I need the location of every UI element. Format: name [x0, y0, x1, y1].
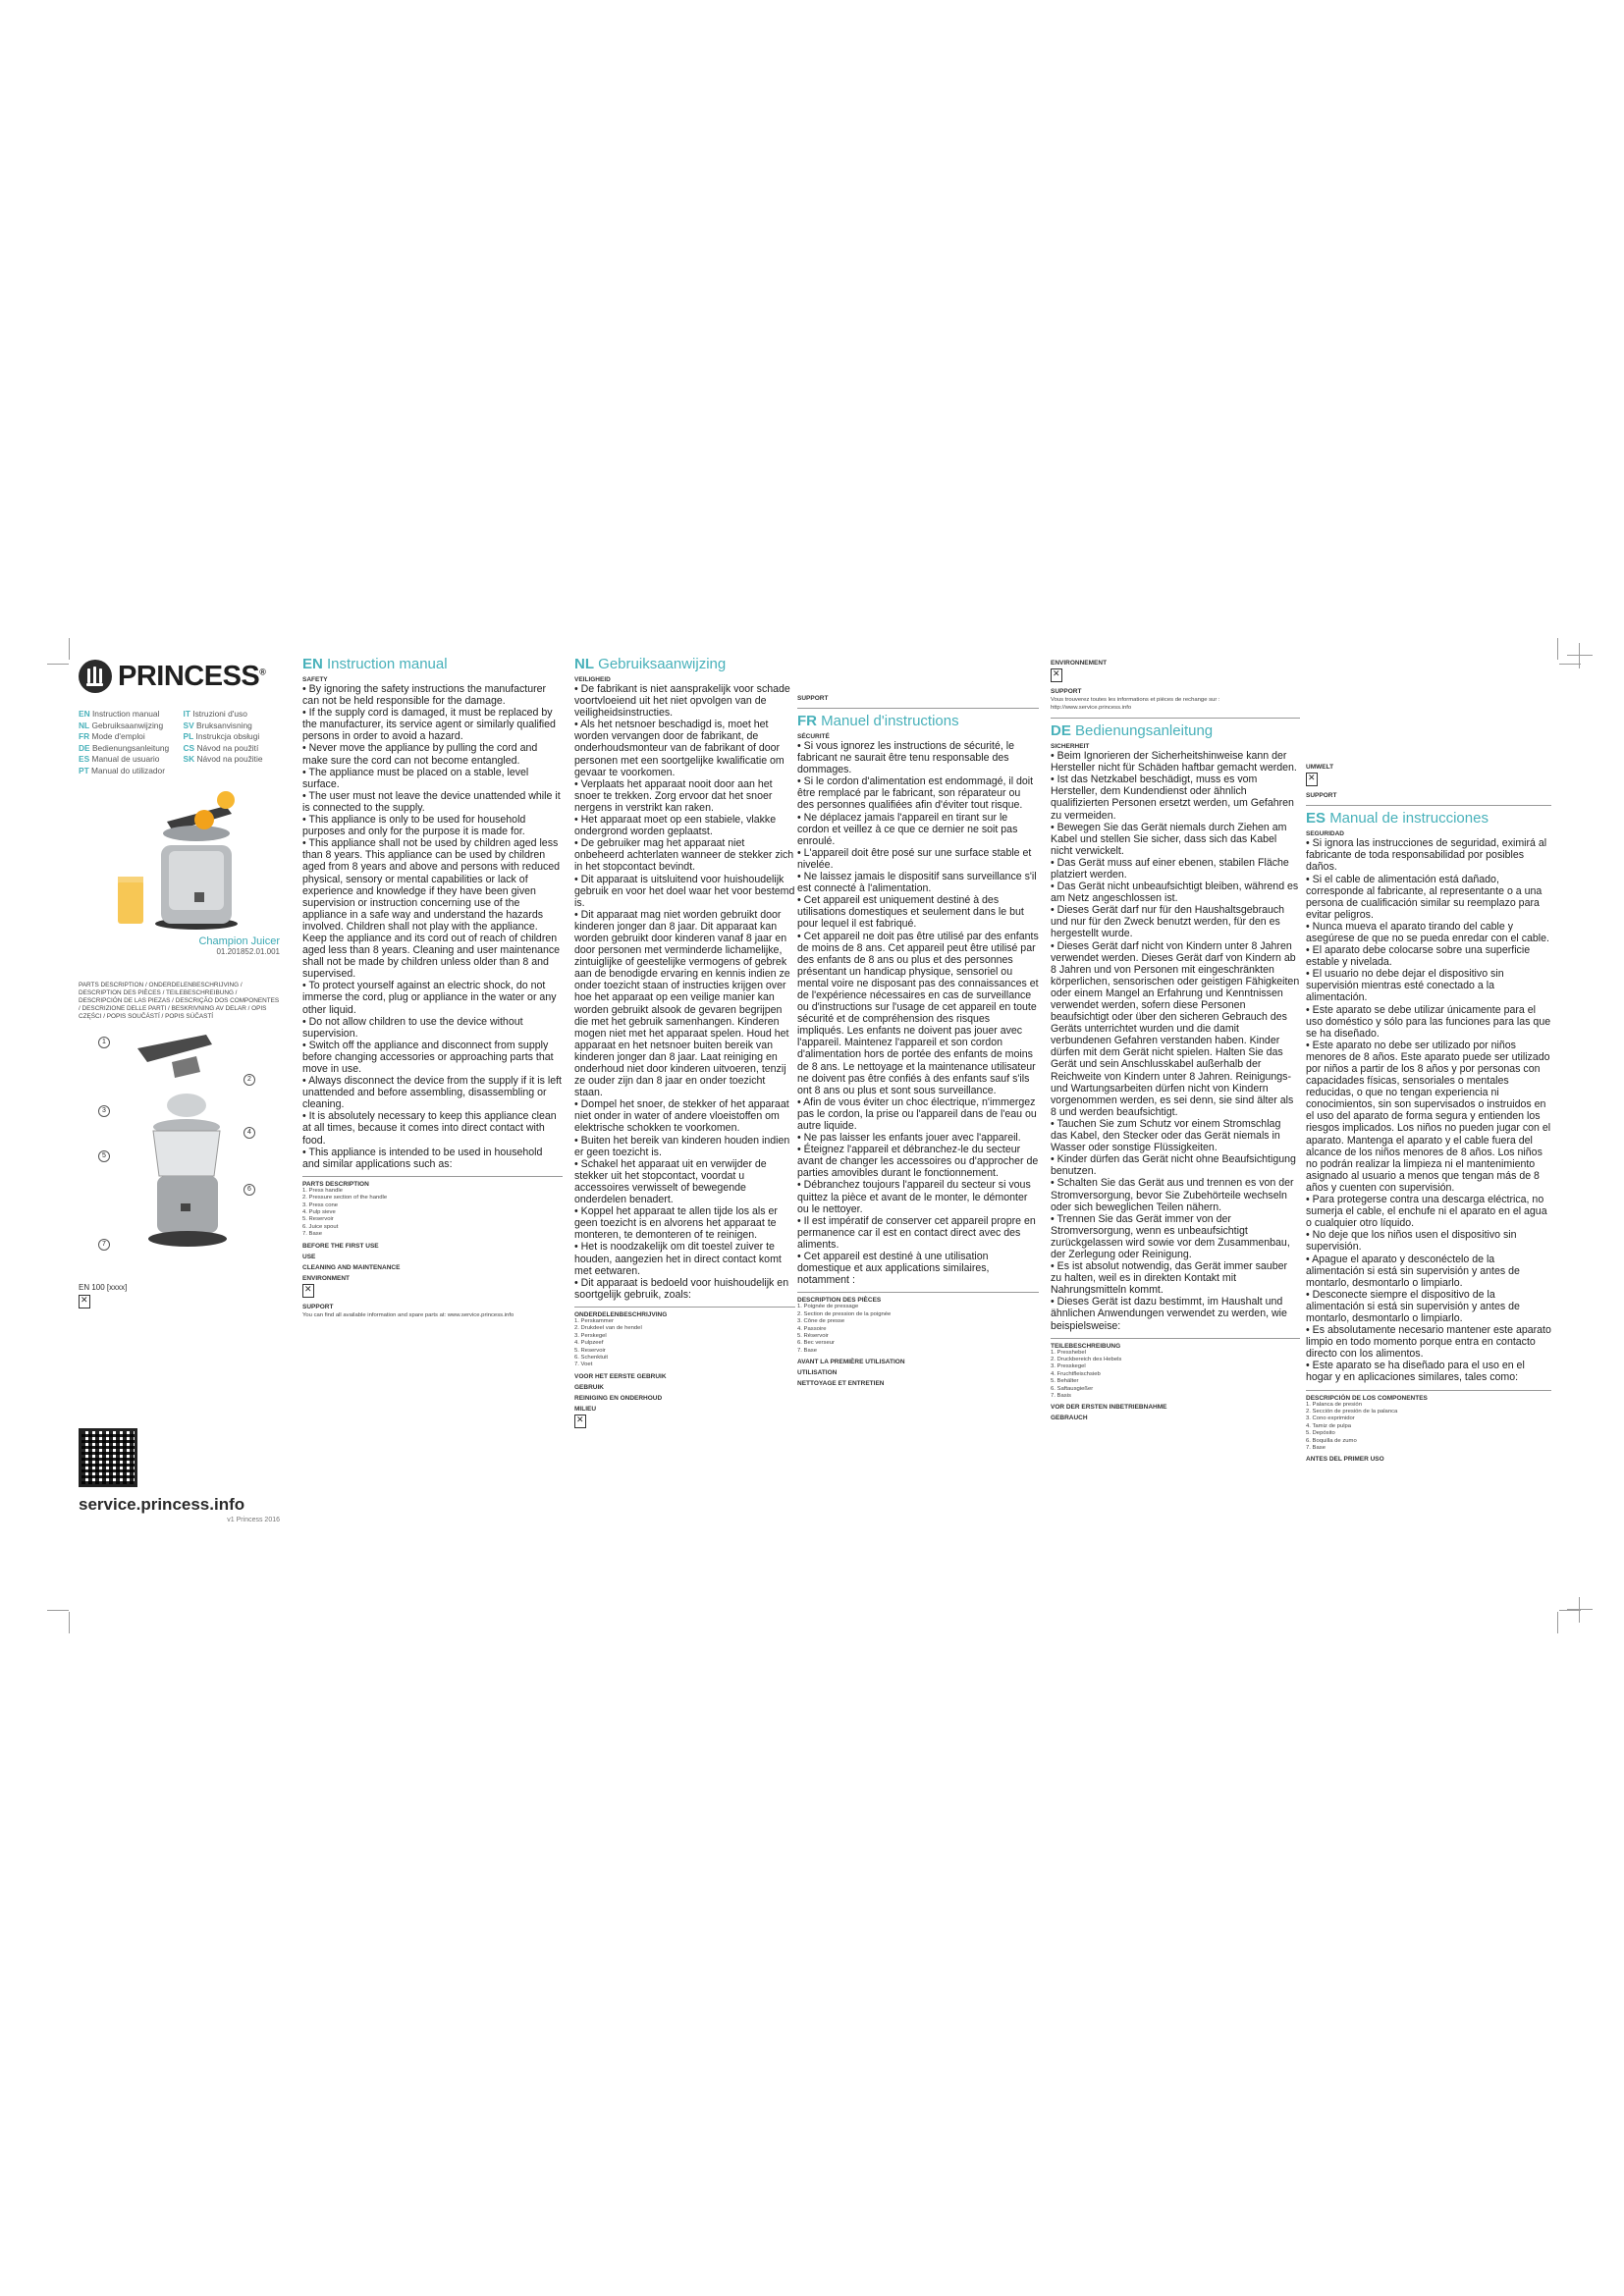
safety-bullet: • Dieses Gerät ist dazu bestimmt, im Haushalt und ähnlichen Anwendungen verwendet zu werden, wie beispielsweise:: [1051, 1296, 1287, 1332]
safety-bullet: • Si ignora las instrucciones de seguridad, eximirá al fabricante de toda responsabilidad por posibles daños.: [1306, 837, 1547, 874]
first-use-label: VOOR HET EERSTE GEBRUIK: [574, 1372, 667, 1380]
wheelie-bin-icon: [574, 1415, 586, 1428]
part-item: 4. Fruchtfleischsieb: [1051, 1370, 1101, 1377]
diagram-callout: 6: [244, 1184, 255, 1196]
safety-bullet: • Il est impératif de conserver cet appareil propre en permanence car il est en contact direct avec des aliments.: [797, 1214, 1036, 1251]
brand-name: PRINCESS®: [118, 660, 266, 692]
safety-bullet: • Desconecte siempre el dispositivo de la alimentación si está sin supervisión y antes de montarlo, desmontarlo o limpiarlo.: [1306, 1288, 1520, 1324]
product-image: [79, 786, 280, 934]
parts-description-header: PARTS DESCRIPTION / ONDERDELENBESCHRIJVING / DESCRIPTION DES PIÈCES / TEILEBESCHREIBUNG / DESCRIPCIÓN DE LAS PIEZAS / DESCRIÇÃO DOS COMPONENTES / DESCRIZIONE DELLE PARTI / BESKRIVNING AV DELAR / OPIS CZĘŚCI / POPIS SOUČÁSTÍ / POPIS SÚČASTÍ: [79, 982, 280, 1020]
barcode-label: EN 100 [xxxx] ✕: [79, 1283, 280, 1310]
safety-label: VEILIGHEID: [574, 676, 611, 683]
service-code: v1 Princess 2016: [227, 1517, 280, 1523]
use-label: USE: [302, 1253, 316, 1260]
safety-bullet: • Dit apparaat mag niet worden gebruikt door kinderen jonger dan 8 jaar. Dit apparaat kan worden gebruikt door kinderen vanaf 8 jaar en door personen met verminderde lichamelijke, zintuiglijke of geestelijke vermogens of gebrek aan de benodigde ervaring en kennis indien ze onder toezicht staan of instructies krijgen over hoe het apparaat op een veilige manier kan worden gebruikt alsook de gevaren begrijpen die met het gebruik samenhangen. Kinderen mogen niet met het apparaat spelen. Houd het apparaat en het netsnoer buiten bereik van kinderen jonger dan 8 jaar. Laat reiniging en onderhoud niet door kinderen uitvoeren, tenzij ze ouder zijn dan 8 jaar en onder toezicht staan.: [574, 908, 790, 1099]
crop-mark: [69, 638, 70, 660]
safety-bullet: • This appliance is intended to be used in household and similar applications such as:: [302, 1146, 543, 1170]
service-url: service.princess.info: [79, 1495, 245, 1514]
diagram-callout: 7: [98, 1239, 110, 1251]
safety-bullets: [1306, 837, 1551, 1383]
language-item: PL Instrukcja obsługi: [183, 731, 260, 741]
safety-bullet: • Apague el aparato y desconéctelo de la alimentación si está sin supervisión y antes de montarlo, desmontarlo o limpiarlo.: [1306, 1253, 1520, 1289]
safety-bullet: • Si vous ignorez les instructions de sécurité, le fabricant ne saurait être tenu responsable des dommages.: [797, 740, 1014, 776]
wheelie-bin-icon: [1306, 773, 1318, 786]
part-item: 3. Presskegel: [1051, 1363, 1086, 1370]
safety-bullet: • Trennen Sie das Gerät immer von der Stromversorgung, wenn es unbeaufsichtigt zurückgelassen wird sowie vor dem Zusammenbau, der Zerlegung oder Reinigung.: [1051, 1212, 1290, 1260]
parts-list: [574, 1318, 795, 1369]
part-item: 6. Bec verseur: [797, 1340, 835, 1347]
part-item: 5. Depósito: [1306, 1430, 1335, 1437]
qr-code: [79, 1428, 137, 1487]
registration-mark: [1567, 643, 1593, 668]
crop-mark: [1557, 638, 1558, 660]
safety-bullet: • The appliance must be placed on a stable, level surface.: [302, 766, 529, 790]
language-list: [79, 709, 280, 776]
part-item: 6. Schenktuit: [574, 1354, 609, 1361]
safety-bullet: • Nunca mueva el aparato tirando del cable y asegúrese de que no se pueda enredar con el cable.: [1306, 920, 1549, 944]
part-item: 3. Cône de presse: [797, 1318, 845, 1325]
part-item: 4. Pulp sieve: [302, 1209, 336, 1216]
crop-mark: [1557, 1612, 1558, 1633]
safety-bullets: [574, 683, 795, 1301]
section-title: ES Manual de instrucciones: [1306, 810, 1489, 828]
product-name: Champion Juicer: [198, 935, 280, 947]
language-item: SV Bruksanvisning: [183, 720, 252, 730]
safety-bullet: • It is absolutely necessary to keep this appliance clean at all times, because it comes into direct contact with food.: [302, 1110, 557, 1147]
part-item: 2. Sección de presión de la palanca: [1306, 1408, 1398, 1415]
part-item: 3. Cono exprimidor: [1306, 1415, 1355, 1422]
parts-label: TEILEBESCHREIBUNG: [1051, 1342, 1121, 1350]
safety-label: SICHERHEIT: [1051, 743, 1090, 751]
part-item: 1. Press handle: [302, 1187, 343, 1194]
safety-label: SAFETY: [302, 676, 328, 683]
language-item: FR Mode d'emploi: [79, 731, 145, 741]
support-text: You can find all available information and spare parts at: www.service.princess.info: [302, 1311, 514, 1318]
crown-icon: [79, 660, 112, 693]
part-item: 6. Juice spout: [302, 1223, 339, 1230]
parts-label: DESCRIPCIÓN DE LOS COMPONENTES: [1306, 1394, 1428, 1402]
parts-list: [1306, 1402, 1551, 1453]
part-item: 6. Boquilla de zumo: [1306, 1437, 1357, 1444]
safety-bullet: • Als het netsnoer beschadigd is, moet het worden vervangen door de fabrikant, de onderhoudsmonteur van de fabrikant of door personen met een soortgelijke kwalificatie om gevaar te voorkomen.: [574, 719, 785, 778]
safety-bullet: • Si el cable de alimentación está dañado, corresponde al fabricante, al representante o a una persona de cualificación similar su reemplazo para evitar peligros.: [1306, 873, 1543, 921]
safety-bullets: [797, 740, 1039, 1286]
part-item: 4. Tamiz de pulpa: [1306, 1422, 1352, 1429]
registration-mark: [1567, 1597, 1593, 1623]
safety-bullet: • Schakel het apparaat uit en verwijder de stekker uit het stopcontact, voordat u accessoires verwisselt of bewegende onderdelen benadert.: [574, 1157, 767, 1206]
safety-bullet: • Switch off the appliance and disconnect from supply before changing accessories or approaching parts that move in use.: [302, 1039, 554, 1075]
safety-bullet: • Ne laissez jamais le dispositif sans surveillance s'il est connecté à l'alimentation.: [797, 871, 1037, 895]
safety-bullet: • Éteignez l'appareil et débranchez-le du secteur avant de changer les accessoires ou d'approcher de parties amovibles durant le fonctionnement.: [797, 1144, 1039, 1180]
language-item: ES Manual de usuario: [79, 754, 160, 764]
part-item: 1. Presshebel: [1051, 1349, 1087, 1356]
support-label: SUPPORT: [1306, 792, 1337, 800]
part-item: 2. Pressure section of the handle: [302, 1195, 388, 1201]
part-item: 7. Voet: [574, 1362, 593, 1368]
use-label: GEBRUIK: [574, 1383, 604, 1391]
part-item: 4. Pulpzeef: [574, 1340, 604, 1347]
safety-bullet: • Este aparato se ha diseñado para el uso en el hogar y en aplicaciones similares, tales como:: [1306, 1360, 1525, 1384]
cover-column: [79, 656, 280, 1523]
safety-bullet: • Koppel het apparaat te allen tijde los als er geen toezicht is en alvorens het apparaat te monteren, te demonteren of te reinigen.: [574, 1205, 778, 1242]
safety-bullet: • Das Gerät nicht unbeaufsichtigt bleiben, während es am Netz angeschlossen ist.: [1051, 881, 1299, 905]
safety-bullet: • Do not allow children to use the device without supervision.: [302, 1015, 523, 1040]
safety-bullet: • This appliance is only to be used for household purposes and only for the purpose it is made for.: [302, 814, 526, 838]
language-item: CS Návod na použití: [183, 742, 259, 753]
crop-mark: [69, 1612, 70, 1633]
environment-label: MILIEU: [574, 1405, 597, 1413]
safety-bullet: • Dompel het snoer, de stekker of het apparaat niet onder in water of andere vloeistoffen om elektrische schokken te voorkomen.: [574, 1098, 789, 1135]
safety-bullets: [1051, 750, 1300, 1332]
safety-bullet: • Para protegerse contra una descarga eléctrica, no sumerja el cable, el enchufe ni el aparato en el agua o cualquier otro líquido.: [1306, 1194, 1547, 1230]
safety-bullet: • Dieses Gerät darf nur für den Haushaltsgebrauch und nur für den Zweck benutzt werden, für den es hergestellt wurde.: [1051, 904, 1285, 940]
product-code: 01.201852.01.001: [216, 947, 280, 956]
use-label: GEBRAUCH: [1051, 1415, 1088, 1422]
parts-label: PARTS DESCRIPTION: [302, 1180, 369, 1188]
use-label: UTILISATION: [797, 1369, 838, 1377]
part-item: 5. Behälter: [1051, 1378, 1079, 1385]
diagram-callout: 3: [98, 1105, 110, 1117]
language-item: SK Návod na použitie: [183, 754, 263, 764]
diagram-callout: 4: [244, 1127, 255, 1139]
parts-list: [302, 1188, 563, 1239]
parts-label: ONDERDELENBESCHRIJVING: [574, 1310, 668, 1318]
safety-bullet: • Schalten Sie das Gerät aus und trennen es von der Stromversorgung, bevor Sie Zubehörteile wechseln oder sich beweglichen Teilen nähern.: [1051, 1177, 1294, 1213]
first-use-label: BEFORE THE FIRST USE: [302, 1242, 379, 1250]
part-item: 2. Druckbereich des Hebels: [1051, 1357, 1122, 1363]
safety-bullet: • El usuario no debe dejar el dispositivo sin supervisión mientras esté conectado a la alimentación.: [1306, 968, 1504, 1004]
part-item: 5. Reservoir: [574, 1347, 606, 1354]
safety-bullet: • Este aparato no debe ser utilizado por niños menores de 8 años. Este aparato puede ser utilizado por niños a partir de los 8 años y por personas con capacidades físicas, sensoriales o mentales reducidas, o que no tengan experiencia ni conocimientos, sin son supervisados o instruidos en el uso del aparato de forma segura y entienden los riesgos implicados. Los niños no pueden jugar con el aparato. Mantenga el aparato y el cable fuera del alcance de los niños menores de 8 años. Los niños no podrán realizar la limpieza ni el mantenimiento asignado al usuario a menos que tengan más de 8 años y cuenten con supervisión.: [1306, 1039, 1551, 1194]
section-title: FR Manuel d'instructions: [797, 713, 959, 729]
support-label: SUPPORT: [1051, 688, 1082, 696]
environment-label: ENVIRONMENT: [302, 1274, 351, 1282]
crop-mark: [47, 664, 69, 665]
section-title: NL Gebruiksaanwijzing: [574, 656, 727, 672]
safety-bullet: • De gebruiker mag het apparaat niet onbeheerd achterlaten wanneer de stekker zich in het stopcontact bevindt.: [574, 837, 794, 874]
safety-bullet: • If the supply cord is damaged, it must be replaced by the manufacturer, its service agent or similarly qualified persons in order to avoid a hazard.: [302, 707, 556, 743]
language-item: NL Gebruiksaanwijzing: [79, 720, 164, 730]
safety-bullet: • Es absolutamente necesario mantener este aparato limpio en todo momento porque entra en contacto directo con los alimentos.: [1306, 1324, 1551, 1361]
section-en: [302, 656, 563, 1321]
support-label: SUPPORT: [797, 695, 829, 702]
language-item: PT Manual do utilizador: [79, 765, 165, 775]
section-title: EN Instruction manual: [302, 656, 448, 672]
safety-bullet: • Cet appareil ne doit pas être utilisé par des enfants de moins de 8 ans. Cet appareil peut être utilisé par des enfants de 8 ans ou plus et des personnes présentant un handicap physique, sensoriel ou mental voire ne disposant pas des connaissances et de l'expérience nécessaires en cas de surveillance ou d'instructions sur l'usage de cet appareil en toute sécurité et de compréhension des risques impliqués. Les enfants ne doivent pas jouer avec l'appareil. Maintenez l'appareil et son cordon d'alimentation hors de portée des enfants de moins de 8 ans. Le nettoyage et la maintenance utilisateur ne doivent pas être confiés à des enfants sauf s'ils ont 8 ans ou plus et sont sous surveillance.: [797, 930, 1039, 1096]
part-item: 7. Base: [1306, 1444, 1326, 1451]
cleaning-label: NETTOYAGE ET ENTRETIEN: [797, 1380, 885, 1388]
safety-label: SÉCURITÉ: [797, 733, 830, 740]
safety-bullet: • Buiten het bereik van kinderen houden indien er geen toezicht is.: [574, 1134, 790, 1158]
safety-bullets: [302, 683, 563, 1170]
safety-bullet: • De fabrikant is niet aansprakelijk voor schade voortvloeiend uit het niet opvolgen van de veiligheidsinstructies.: [574, 683, 790, 720]
part-item: 7. Base: [302, 1231, 322, 1238]
wheelie-bin-icon: [302, 1284, 314, 1298]
safety-bullet: • Débranchez toujours l'appareil du secteur si vous quittez la pièce et avant de le monter, le démonter ou le nettoyer.: [797, 1179, 1031, 1215]
safety-bullet: • Het is noodzakelijk om dit toestel zuiver te houden, aangezien het in direct contact komt met eetwaren.: [574, 1241, 782, 1277]
diagram-callout: 2: [244, 1074, 255, 1086]
safety-bullet: • Es ist absolut notwendig, das Gerät immer sauber zu halten, weil es in direkten Kontakt mit Nahrungsmitteln kommt.: [1051, 1260, 1288, 1297]
safety-bullet: • Bewegen Sie das Gerät niemals durch Ziehen am Kabel und stellen Sie sicher, dass sich das Kabel nicht verwickelt.: [1051, 821, 1287, 857]
safety-bullet: • Cet appareil est uniquement destiné à des utilisations domestiques et seulement dans le but pour lequel il est fabriqué.: [797, 894, 1024, 931]
section-nl: [574, 656, 795, 1430]
part-item: 1. Poignée de pressage: [797, 1304, 859, 1310]
environment-label: UMWELT: [1306, 764, 1334, 771]
safety-bullet: • Tauchen Sie zum Schutz vor einem Stromschlag das Kabel, den Stecker oder das Gerät niemals in Wasser oder sonstige Flüssigkeiten.: [1051, 1117, 1281, 1154]
wheelie-bin-icon: [1051, 668, 1062, 682]
language-item: IT Istruzioni d'uso: [183, 709, 247, 719]
safety-label: SEGURIDAD: [1306, 830, 1345, 838]
part-item: 4. Passoire: [797, 1325, 827, 1332]
brand-logo: [79, 660, 280, 693]
support-label: SUPPORT: [302, 1303, 334, 1310]
safety-bullet: • Cet appareil est destiné à une utilisation domestique et aux applications similaires, notamment :: [797, 1251, 990, 1287]
part-item: 7. Basis: [1051, 1393, 1071, 1400]
part-item: 3. Press cone: [302, 1201, 339, 1208]
parts-diagram: [79, 1029, 280, 1259]
safety-bullet: • Si le cordon d'alimentation est endommagé, il doit être remplacé par le fabricant, son réparateur ou des personnes qualifiées afin d'éviter tout risque.: [797, 775, 1034, 812]
safety-bullet: • To protect yourself against an electric shock, do not immerse the cord, plug or appliance in the water or any other liquid.: [302, 980, 557, 1016]
environment-label: ENVIRONNEMENT: [1051, 660, 1108, 667]
safety-bullet: • The user must not leave the device unattended while it is connected to the supply.: [302, 789, 561, 814]
safety-bullet: • Dit apparaat is bedoeld voor huishoudelijk en soortgelijk gebruik, zoals:: [574, 1276, 789, 1301]
safety-bullet: • This appliance shall not be used by children aged less than 8 years. This appliance can be used by children aged from 8 years and above and persons with reduced physical, sensory or mental capabilities or lack of experience and knowledge if they have been given supervision or instruction concerning use of the appliance in a safe way and understand the hazards involved. Children shall not play with the appliance. Keep the appliance and its cord out of reach of children aged less than 8 years. Cleaning and user maintenance shall not be made by children unless older than 8 and supervised.: [302, 837, 561, 981]
part-item: 5. Réservoir: [797, 1332, 829, 1339]
safety-bullet: • Este aparato se debe utilizar únicamente para el uso doméstico y sólo para las funciones para las que se ha diseñado.: [1306, 1003, 1551, 1040]
safety-bullet: • Das Gerät muss auf einer ebenen, stabilen Fläche platziert werden.: [1051, 856, 1289, 881]
support-text: Vous trouverez toutes les informations et pièces de rechange sur : http://www.service.princess.info: [1051, 697, 1220, 711]
safety-bullet: • L'appareil doit être posé sur une surface stable et nivelée.: [797, 846, 1032, 871]
parts-list: [797, 1304, 1039, 1355]
safety-bullet: • Ist das Netzkabel beschädigt, muss es vom Hersteller, dem Kundendienst oder ähnlich qualifizierten Personen ersetzt werden, um Gefahren zu vermeiden.: [1051, 774, 1294, 822]
safety-bullet: • Always disconnect the device from the supply if it is left unattended and before assembling, disassembling or cleaning.: [302, 1075, 562, 1111]
parts-label: DESCRIPTION DES PIÈCES: [797, 1297, 882, 1305]
crop-mark: [47, 1610, 69, 1611]
first-use-label: ANTES DEL PRIMER USO: [1306, 1456, 1384, 1464]
first-use-label: AVANT LA PREMIÈRE UTILISATION: [797, 1359, 905, 1366]
part-item: 6. Saftausgießer: [1051, 1385, 1094, 1392]
section-de: [1051, 656, 1300, 1421]
safety-bullet: • Beim Ignorieren der Sicherheitshinweise kann der Hersteller nicht für Schäden haftbar gemacht werden.: [1051, 750, 1297, 774]
safety-bullet: • Dit apparaat is uitsluitend voor huishoudelijk gebruik en voor het doel waar het voor bestemd is.: [574, 873, 795, 909]
part-item: 1. Perskammer: [574, 1317, 614, 1324]
wheelie-bin-icon: [79, 1295, 90, 1308]
cleaning-label: CLEANING AND MAINTENANCE: [302, 1263, 401, 1271]
language-item: EN Instruction manual: [79, 709, 160, 719]
safety-bullet: • Dieses Gerät darf nicht von Kindern unter 8 Jahren verwendet werden. Dieses Gerät darf von Kindern ab 8 Jahren und von Personen mit eingeschränkten körperlichen, sensorischen oder geistigen Fähigkeiten oder einem Mangel an Erfahrung und Kenntnissen verwendet werden, sofern diese Personen beaufsichtigt oder über den sicheren Gebrauch des Geräts unterrichtet wurden und die damit verbundenen Gefahren verstanden haben. Kinder dürfen mit dem Gerät nicht spielen. Halten Sie das Gerät und sein Anschlusskabel außerhalb der Reichweite von Kindern unter 8 Jahren. Reinigungs- und Wartungsarbeiten dürfen nicht von Kindern vorgenommen werden, es sei denn, sie sind älter als 8 und werden beaufsichtigt.: [1051, 939, 1300, 1118]
part-item: 1. Palanca de presión: [1306, 1401, 1362, 1408]
part-item: 5. Reservoir: [302, 1216, 334, 1223]
safety-bullet: • Ne déplacez jamais l'appareil en tirant sur le cordon et veillez à ce que ce dernier ne soit pas enroulé.: [797, 811, 1018, 847]
safety-bullet: • Verplaats het apparaat nooit door aan het snoer te trekken. Zorg ervoor dat het snoer nergens in verstrikt kan raken.: [574, 777, 773, 814]
diagram-callout: 1: [98, 1037, 110, 1048]
first-use-label: VOR DER ERSTEN INBETRIEBNAHME: [1051, 1404, 1167, 1412]
section-fr: [797, 656, 1039, 1387]
language-item: DE Bedienungsanleitung: [79, 742, 170, 753]
section-es: [1306, 656, 1551, 1463]
parts-list: [1051, 1350, 1300, 1401]
safety-bullet: • By ignoring the safety instructions the manufacturer can not be held responsible for the damage.: [302, 683, 547, 708]
part-item: 2. Drukdeel van de hendel: [574, 1325, 642, 1332]
cleaning-label: REINIGING EN ONDERHOUD: [574, 1394, 663, 1402]
safety-bullet: • Ne pas laisser les enfants jouer avec l'appareil.: [797, 1132, 1021, 1145]
part-item: 7. Base: [797, 1347, 817, 1354]
section-title: DE Bedienungsanleitung: [1051, 722, 1214, 740]
diagram-callout: 5: [98, 1150, 110, 1162]
safety-bullet: • Never move the appliance by pulling the cord and make sure the cord can not become entangled.: [302, 742, 538, 767]
part-item: 2. Section de pression de la poignée: [797, 1310, 892, 1317]
safety-bullet: • No deje que los niños usen el dispositivo sin supervisión.: [1306, 1229, 1517, 1254]
safety-bullet: • Afin de vous éviter un choc électrique, n'immergez pas le cordon, la prise ou l'appareil dans de l'eau ou autre liquide.: [797, 1095, 1037, 1132]
safety-bullet: • Het apparaat moet op een stabiele, vlakke ondergrond worden geplaatst.: [574, 814, 777, 838]
part-item: 3. Perskegel: [574, 1332, 607, 1339]
safety-bullet: • Kinder dürfen das Gerät nicht ohne Beaufsichtigung benutzen.: [1051, 1153, 1296, 1178]
safety-bullet: • El aparato debe colocarse sobre una superficie estable y nivelada.: [1306, 944, 1531, 969]
